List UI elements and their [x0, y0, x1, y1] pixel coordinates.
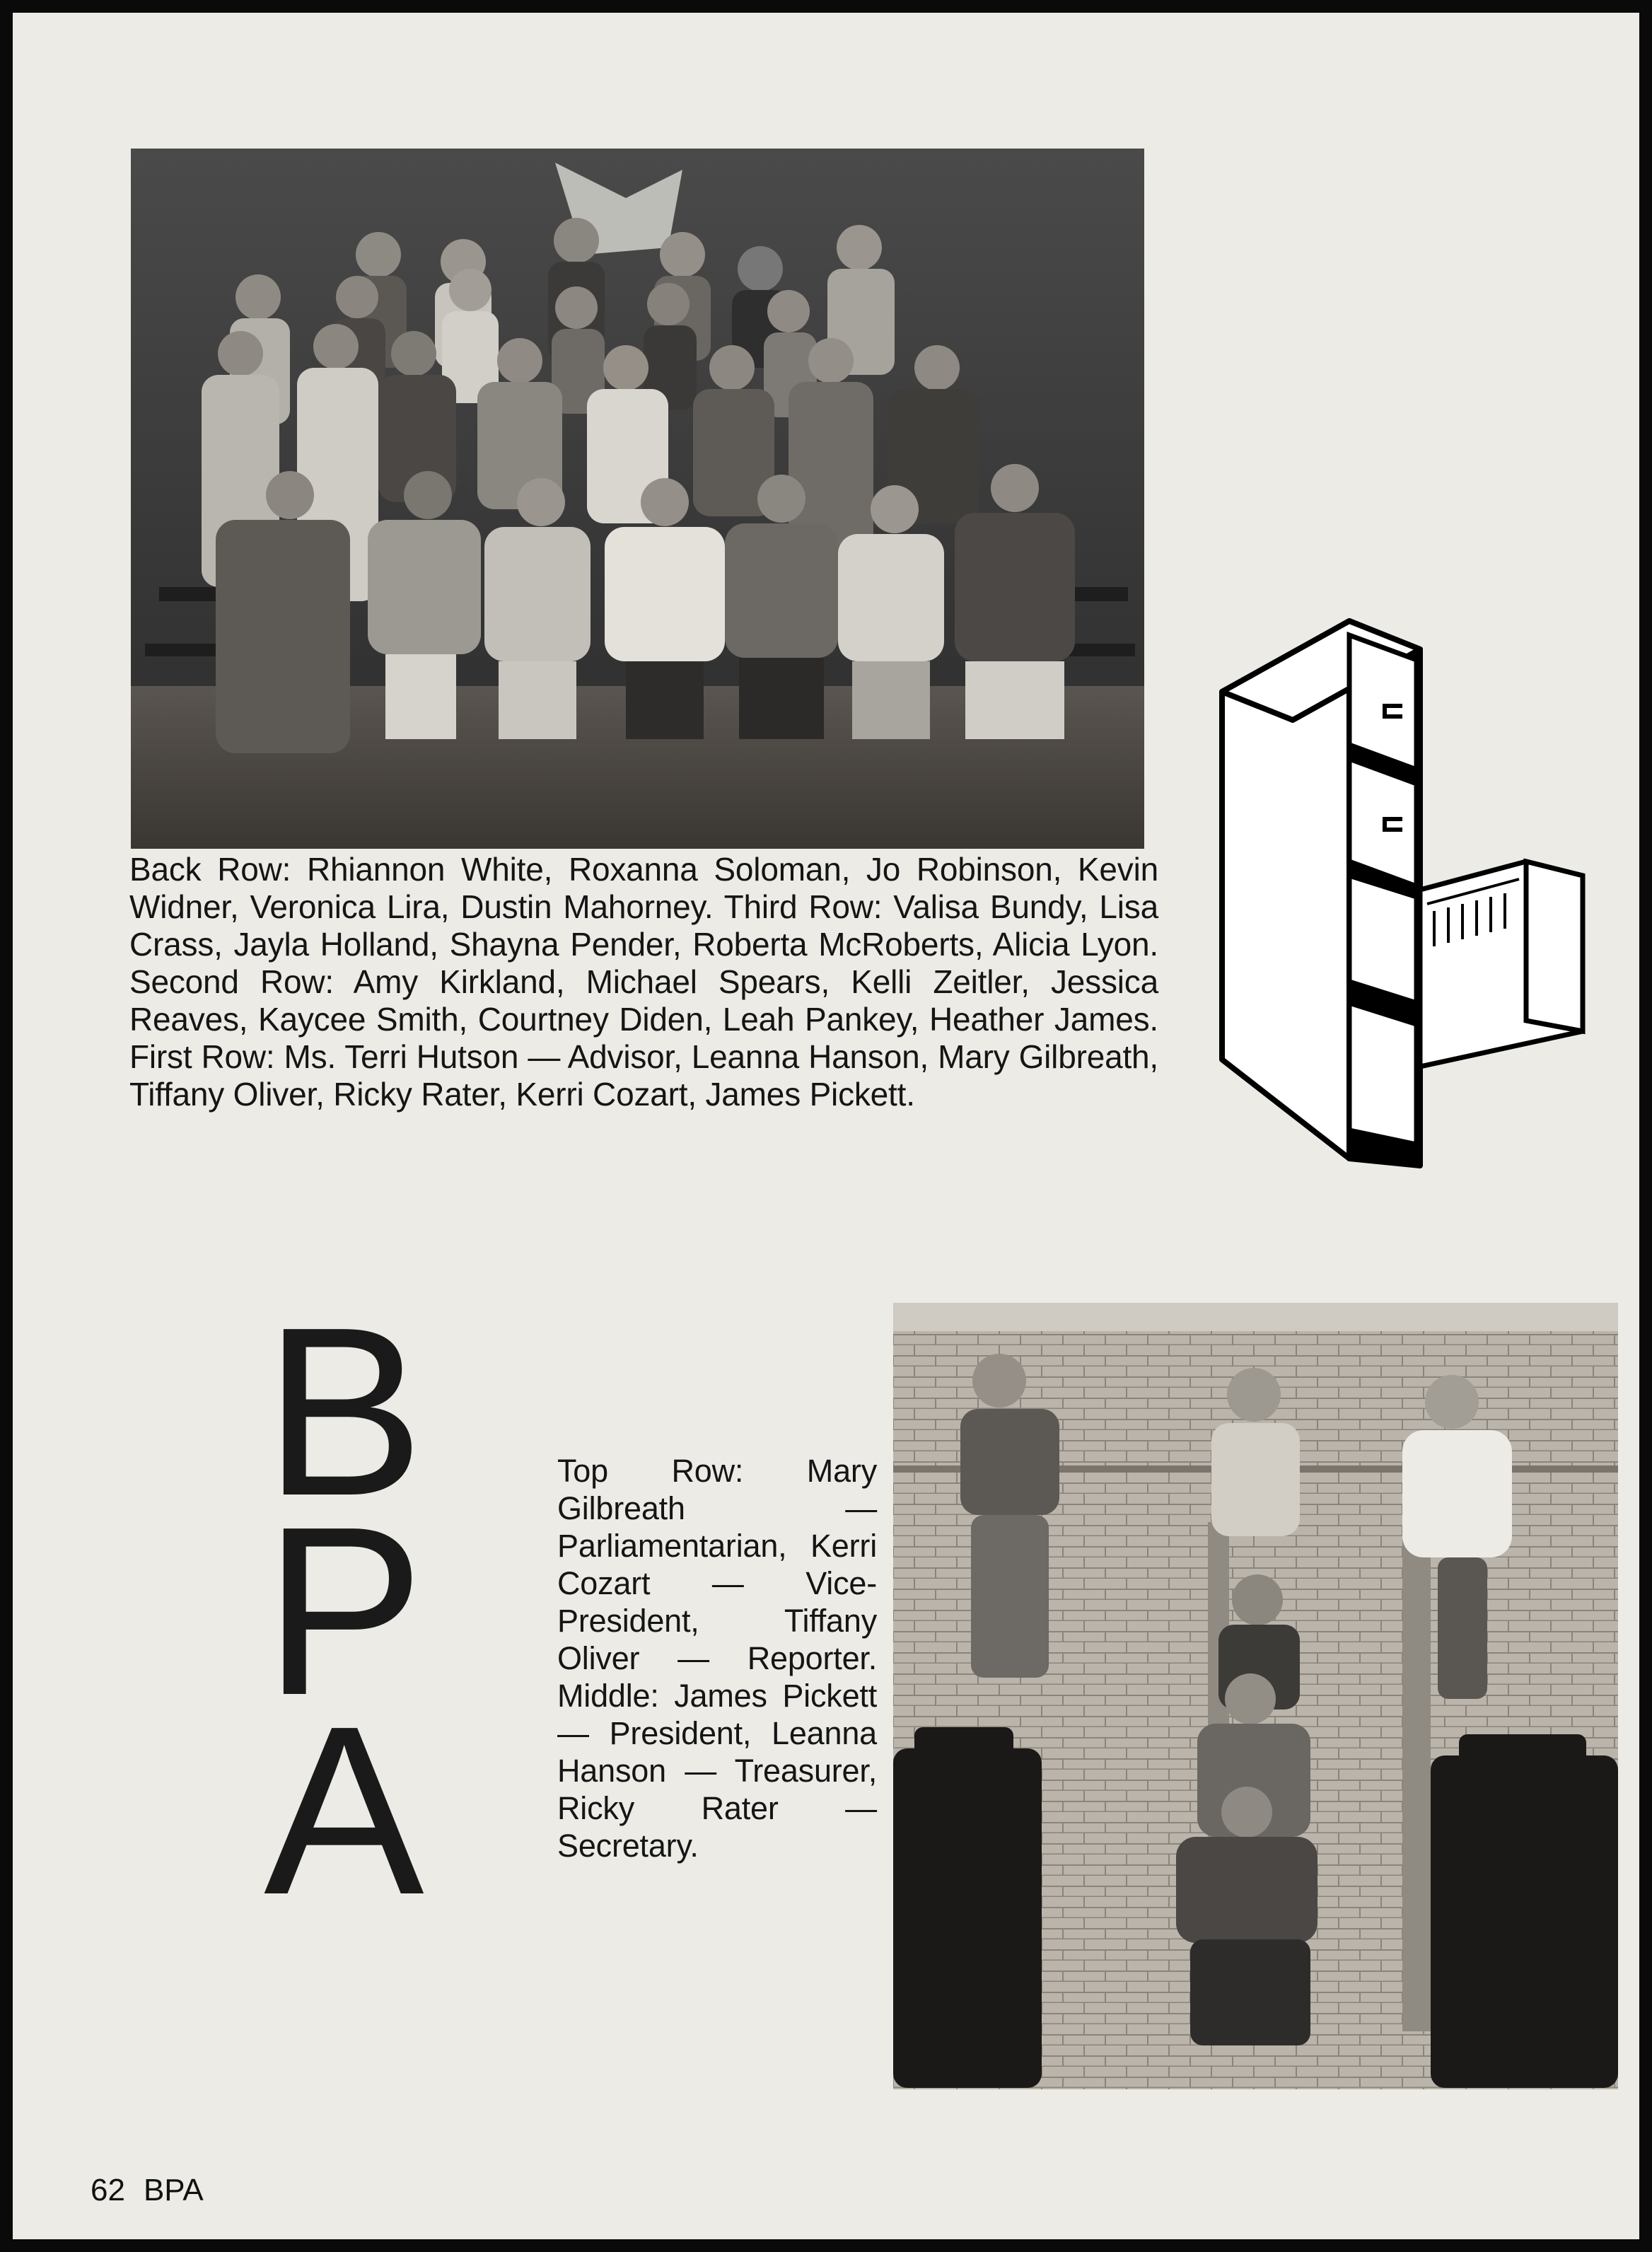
group-photo [131, 149, 1144, 849]
officers-photo [893, 1303, 1618, 2089]
officers-photo-image [893, 1303, 1618, 2089]
yearbook-page [13, 13, 1639, 2239]
file-cabinet-icon [1215, 607, 1597, 1173]
bleed-through-text [112, 1859, 890, 2099]
officers-caption: Top Row: Mary Gilbreath — Parliamentarian, Kerri Cozart — Vice-President, Tiffany Oliver — Reporter. Middle: James Pickett — President, Leanna Hanson — Treasurer, Ricky Rater — Secretary. [557, 1453, 877, 1864]
section-name: BPA [143, 2173, 204, 2207]
group-photo-image [131, 149, 1144, 849]
title-letter-p: P [264, 1477, 424, 1746]
title-letter-b: B [264, 1277, 424, 1546]
page-footer [91, 2173, 222, 2208]
page-number: 62 [91, 2173, 125, 2207]
group-photo-caption: Back Row: Rhiannon White, Roxanna Soloman, Jo Robinson, Kevin Widner, Veronica Lira, Dustin Mahorney. Third Row: Valisa Bundy, Lisa Crass, Jayla Holland, Shayna Pender, Roberta McRoberts, Alicia Lyon. Second Row: Amy Kirkland, Michael Spears, Kelli Zeitler, Jessica Reaves, Kaycee Smith, Courtney Diden, Leah Pankey, Heather James. First Row: Ms. Terri Hutson — Advisor, Leanna Hanson, Mary Gilbreath, Tiffany Oliver, Ricky Rater, Kerri Cozart, James Pickett. [129, 851, 1158, 1113]
title-letter-a: A [264, 1676, 424, 1945]
